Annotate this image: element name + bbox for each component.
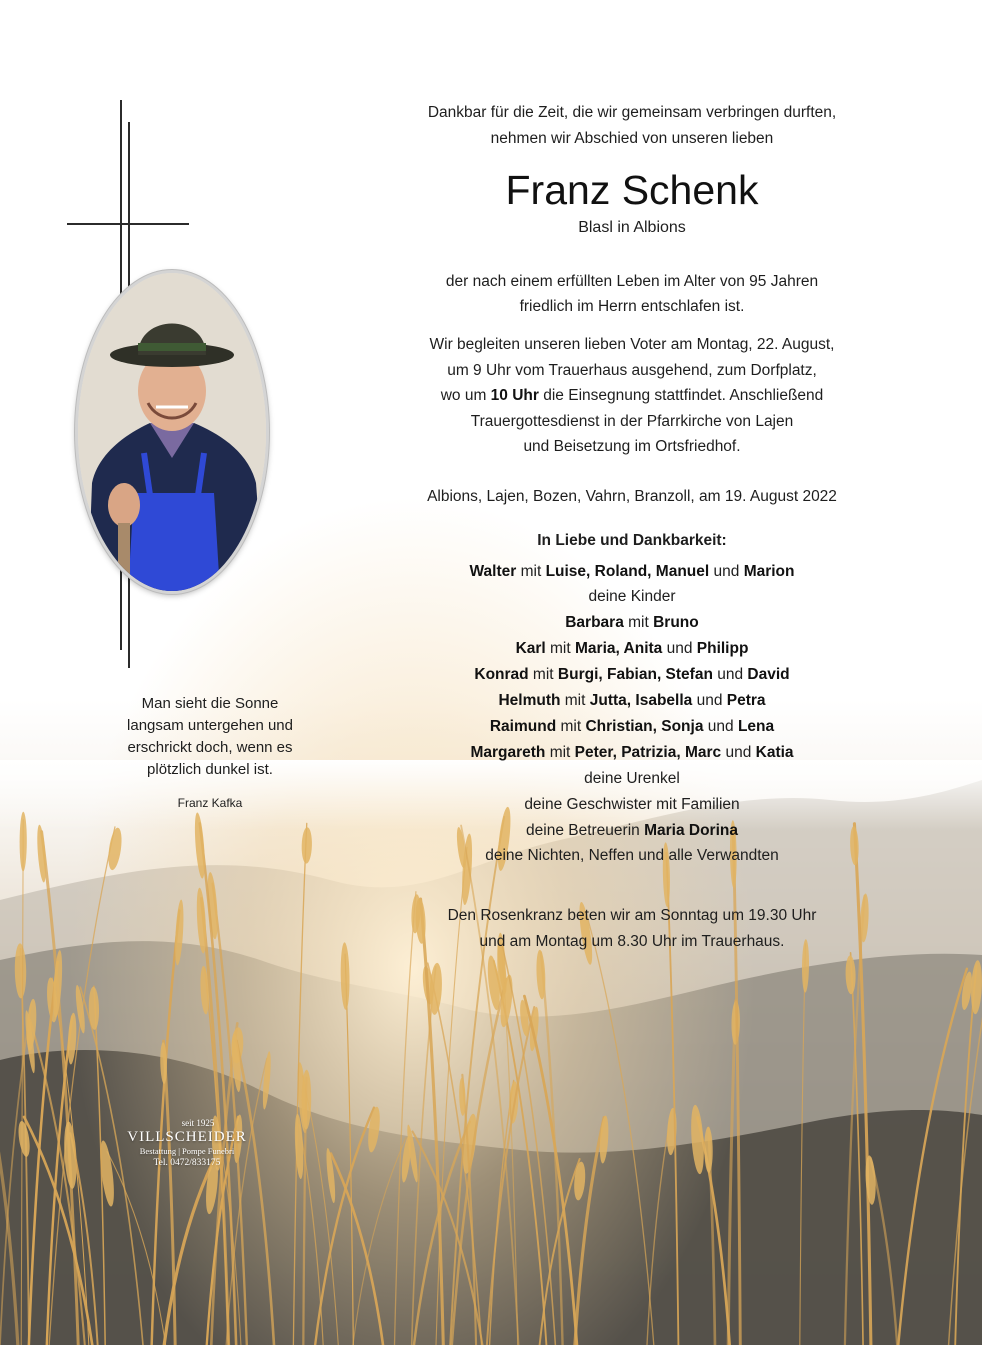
- family-name: Peter, Patrizia, Marc: [574, 743, 722, 761]
- funeral-details: [395, 332, 869, 460]
- family-name: Jutta, Isabella: [589, 692, 693, 710]
- family-text: und: [709, 562, 744, 580]
- passing-line: der nach einem erfüllten Leben im Alter von 95 Jahren: [445, 273, 819, 290]
- family-text: deine Urenkel: [584, 769, 680, 787]
- family-name: Barbara: [565, 614, 624, 632]
- family-text: mit: [516, 562, 546, 580]
- family-name: Luise, Roland, Manuel: [545, 562, 710, 580]
- family-text: und: [721, 743, 756, 761]
- funeral-line: Wir begleiten unseren lieben Voter am Montag, 22. August,: [429, 336, 835, 353]
- deceased-name: Franz Schenk: [505, 167, 759, 213]
- family-text: deine Kinder: [588, 588, 676, 606]
- passing-line: friedlich im Herrn entschlafen ist.: [519, 298, 745, 315]
- family-text: mit: [545, 640, 575, 658]
- intro-text: [395, 100, 869, 152]
- family-name: Petra: [726, 692, 766, 710]
- family-name: Bruno: [653, 614, 699, 632]
- logo-name: VILLSCHEIDER: [127, 1129, 247, 1145]
- deceased-nickname: Blasl in Albions: [578, 219, 686, 236]
- family-name: David: [747, 666, 790, 684]
- logo-subtitle: Bestattung | Pompe Funebri: [139, 1146, 235, 1156]
- intro-line: Dankbar für die Zeit, die wir gemeinsam verbringen durften,: [427, 104, 837, 121]
- family-name: Christian, Sonja: [585, 717, 704, 735]
- passing-text: [395, 269, 869, 319]
- intro-line: nehmen wir Abschied von unseren lieben: [490, 130, 774, 147]
- family-line: [395, 688, 869, 714]
- family-text: deine Nichten, Neffen und alle Verwandten: [485, 847, 779, 865]
- family-name: Maria Dorina: [644, 821, 738, 839]
- family-line: [395, 636, 869, 662]
- quote-line: langsam untergehen und: [127, 717, 293, 734]
- quote-text: [100, 693, 320, 781]
- family-name: Lena: [737, 717, 775, 735]
- funeral-line: um 9 Uhr vom Trauerhaus ausgehend, zum Dorfplatz,: [447, 361, 817, 379]
- funeral-line: [395, 383, 869, 409]
- quote-line: Man sieht die Sonne: [141, 695, 279, 712]
- family-name: Helmuth: [498, 692, 561, 710]
- family-text: mit: [528, 666, 558, 684]
- funeral-text: die Einsegnung stattfindet. Anschließend: [543, 387, 824, 404]
- family-line: [395, 766, 869, 792]
- quote-line: plötzlich dunkel ist.: [147, 761, 273, 778]
- funeral-time: 10 Uhr: [490, 387, 539, 404]
- family-text: deine Geschwister mit Familien: [524, 795, 740, 813]
- family-name: Burgi, Fabian, Stefan: [557, 666, 713, 684]
- family-name: Maria, Anita: [575, 640, 663, 658]
- rosary-line: und am Montag um 8.30 Uhr im Trauerhaus.: [479, 933, 785, 951]
- funeral-text: wo um: [440, 387, 487, 404]
- family-name: Raimund: [489, 717, 557, 735]
- family-text: mit: [545, 743, 575, 761]
- family-text: und: [703, 717, 738, 735]
- funeral-home-logo: [112, 1118, 262, 1170]
- family-name: Philipp: [696, 640, 749, 658]
- rosary-line: Den Rosenkranz beten wir am Sonntag um 19.30 Uhr: [447, 907, 817, 925]
- portrait-photo: [75, 270, 269, 594]
- rosary-info: [395, 903, 869, 955]
- family-line: [395, 559, 869, 585]
- family-name: Margareth: [470, 743, 546, 761]
- family-text: mit: [560, 692, 590, 710]
- family-line: [395, 740, 869, 766]
- family-text: mit: [556, 717, 586, 735]
- logo-phone: Tel. 0472/833175: [153, 1158, 221, 1168]
- obituary-text: [395, 100, 869, 955]
- family-text: und: [712, 666, 748, 684]
- family-name: Katia: [755, 743, 794, 761]
- family-list: [395, 559, 869, 870]
- logo-since: seit 1925: [181, 1118, 215, 1128]
- cross-horizontal-line: [67, 223, 189, 225]
- quote-line: erschrickt doch, wenn es: [127, 739, 293, 756]
- funeral-line: Trauergottesdienst in der Pfarrkirche von Lajen: [470, 412, 794, 430]
- family-line: [395, 714, 869, 740]
- family-text: deine Betreuerin: [526, 821, 645, 839]
- family-line: [395, 792, 869, 818]
- family-line: [395, 662, 869, 688]
- mourners-heading: In Liebe und Dankbarkeit:: [537, 531, 727, 549]
- family-text: mit: [623, 614, 654, 632]
- family-line: [395, 584, 869, 610]
- family-name: Marion: [743, 562, 795, 580]
- family-line: [395, 610, 869, 636]
- quote-author: Franz Kafka: [177, 796, 243, 810]
- family-name: Konrad: [474, 666, 529, 684]
- family-text: und: [692, 692, 727, 710]
- place-date: Albions, Lajen, Bozen, Vahrn, Branzoll, am 19. August 2022: [427, 487, 837, 505]
- family-line: [395, 818, 869, 844]
- family-name: Walter: [469, 562, 517, 580]
- family-name: Karl: [515, 640, 546, 658]
- funeral-line: und Beisetzung im Ortsfriedhof.: [523, 438, 741, 455]
- family-line: [395, 843, 869, 869]
- family-text: und: [662, 640, 697, 658]
